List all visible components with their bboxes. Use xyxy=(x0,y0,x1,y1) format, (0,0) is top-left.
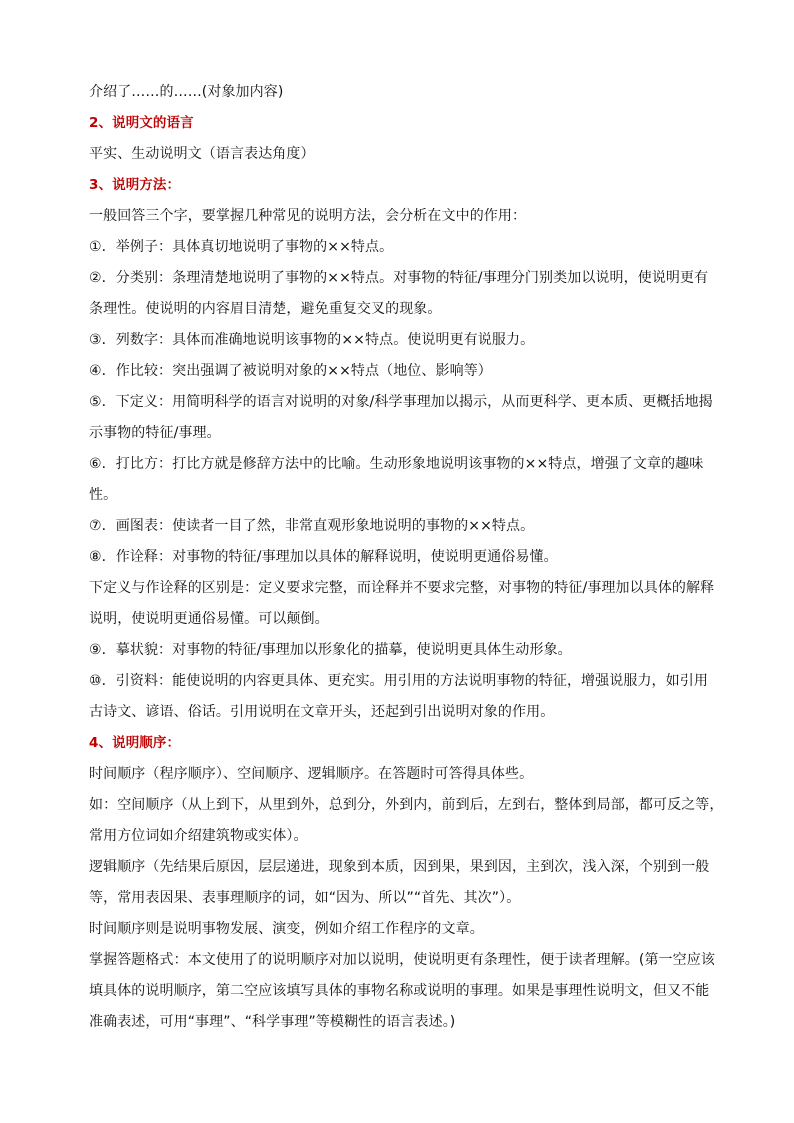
method-item-explain: ⑧．作诠释：对事物的特征/事理加以具体的解释说明，使说明更通俗易懂。 xyxy=(89,549,558,565)
method-item-numbers: ③．列数字：具体而准确地说明该事物的××特点。使说明更有说服力。 xyxy=(89,332,535,348)
section-heading-methods: 3、说明方法： xyxy=(89,177,181,193)
section-heading-order: 4、说明顺序： xyxy=(89,735,181,751)
method-item-compare: ④．作比较：突出强调了被说明对象的××特点（地位、影响等） xyxy=(89,363,492,379)
text-line: 一般回答三个字，要掌握几种常见的说明方法，会分析在文中的作用： xyxy=(89,208,527,224)
text-line-answer-format: 掌握答题格式：本文使用了的说明顺序对加以说明，使说明更有条理性，便于读者理解。(第一空应该 xyxy=(89,952,715,968)
text-line-answer-format-cont: 填具体的说明顺序，第二空应该填写具体的事物名称或说明的事理。如果是事理性说明文，但又不能 xyxy=(89,983,710,999)
method-item-chart: ⑦．画图表：使读者一目了然，非常直观形象地说明的事物的××特点。 xyxy=(89,518,535,534)
method-item-classify: ②．分类别：条理清楚地说明了事物的××特点。对事物的特征/事理分门别类加以说明，使说明更有 xyxy=(89,270,709,286)
method-item-example: ①．举例子：具体真切地说明了事物的××特点。 xyxy=(89,239,394,255)
text-line: 平实、生动说明文（语言表达角度） xyxy=(89,146,315,162)
text-line: 时间顺序则是说明事物发展、演变，例如介绍工作程序的文章。 xyxy=(89,921,484,937)
text-line: 逻辑顺序（先结果后原因，层层递进，现象到本质，因到果，果到因，主到次，浅入深，个别到一般 xyxy=(89,859,710,875)
text-line: 如：空间顺序（从上到下，从里到外，总到分，外到内，前到后，左到右，整体到局部，都可反之等， xyxy=(89,797,724,813)
method-item-define: ⑤．下定义：用简明科学的语言对说明的对象/科学事理加以揭示，从而更科学、更本质、更概括地揭 xyxy=(89,394,713,410)
text-line: 时间顺序（程序顺序）、空间顺序、逻辑顺序。在答题时可答得具体些。 xyxy=(89,766,534,782)
method-item-define-cont: 示事物的特征/事理。 xyxy=(89,425,221,441)
method-item-describe: ⑨．摹状貌：对事物的特征/事理加以形象化的描摹，使说明更具体生动形象。 xyxy=(89,642,572,658)
method-item-quote-cont: 古诗文、谚语、俗话。引用说明在文章开头，还起到引出说明对象的作用。 xyxy=(89,704,555,720)
text-line: 等，常用表因果、表事理顺序的词，如“因为、所以”“首先、其次”）。 xyxy=(89,890,521,906)
text-line-difference: 下定义与作诠释的区别是：定义要求完整，而诠释并不要求完整，对事物的特征/事理加以具体的解释 xyxy=(89,580,715,596)
text-line-answer-format-end: 准确表述，可用“事理”、“科学事理”等模糊性的语言表述。) xyxy=(89,1014,456,1030)
method-item-analogy: ⑥．打比方：打比方就是修辞方法中的比喻。生动形象地说明该事物的××特点，增强了文章的趣味 xyxy=(89,456,704,472)
method-item-classify-cont: 条理性。使说明的内容眉目清楚，避免重复交叉的现象。 xyxy=(89,301,442,317)
text-line: 常用方位词如介绍建筑物或实体）。 xyxy=(89,828,308,844)
section-heading-language: 2、说明文的语言 xyxy=(89,115,194,131)
method-item-analogy-cont: 性。 xyxy=(89,487,118,503)
text-line-intro: 介绍了……的……(对象加内容) xyxy=(89,84,284,100)
method-item-quote: ⑩．引资料：能使说明的内容更具体、更充实。用引用的方法说明事物的特征，增强说服力，如引用 xyxy=(89,673,708,689)
text-line-difference-cont: 说明，使说明更通俗易懂。可以颠倒。 xyxy=(89,611,329,627)
